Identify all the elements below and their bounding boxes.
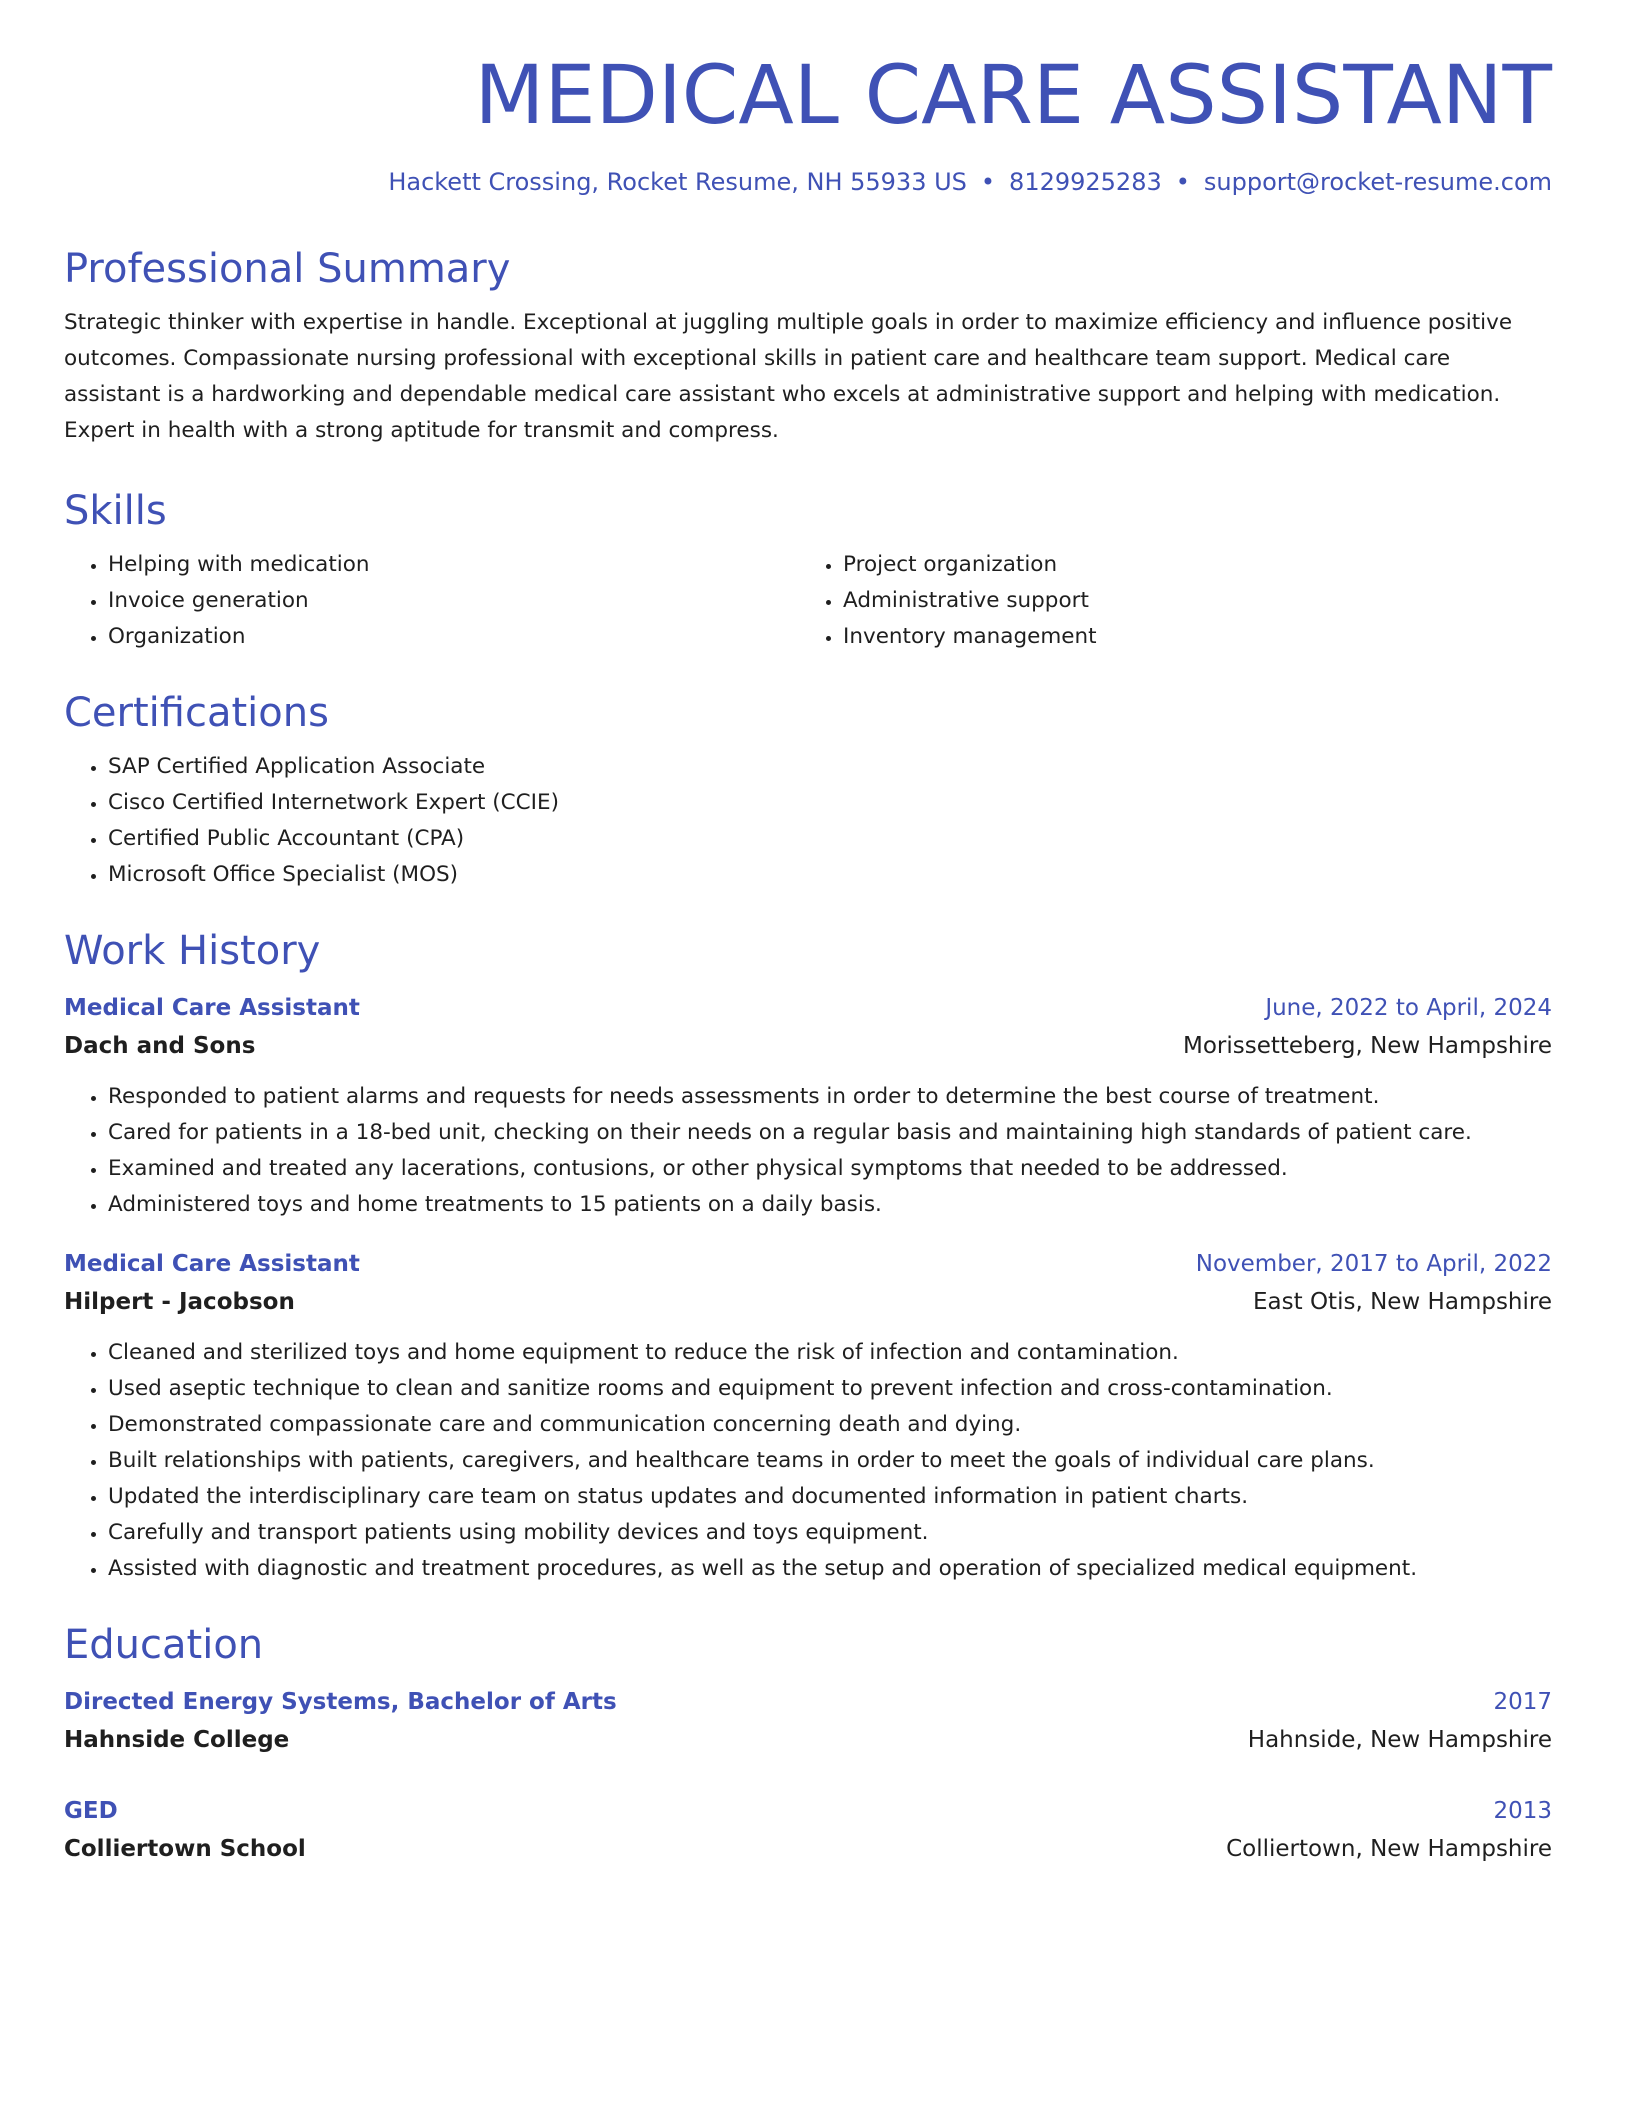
education-header-row [64, 1683, 1552, 1721]
education-location: Colliertown, New Hampshire [1226, 1836, 1552, 1862]
skills-heading: Skills [64, 488, 167, 534]
skills-column-right [799, 547, 1534, 655]
education-entry [64, 1683, 1552, 1759]
certifications-section [64, 689, 1552, 893]
certification-item: • Microsoft Office Specialist (MOS) [108, 857, 1552, 893]
job-bullet: • Used aseptic technique to clean and sanitize rooms and equipment to prevent infection and cross-contamination. [108, 1371, 1552, 1407]
job-bullet: • Built relationships with patients, caregivers, and healthcare teams in order to meet the goals of individual care plans. [108, 1443, 1552, 1479]
contact-phone: 8129925283 [1009, 168, 1162, 196]
summary-text: Strategic thinker with expertise in handle. Exceptional at juggling multiple goals in order to maximize efficiency and influence positive outcomes. Compassionate nursing professional with exceptional skills in patient care and healthcare team support. Medical care assistant is a hardworking and dependable medical care assistant who excels at administrative support and helping with medication. Expert in health with a strong aptitude for transmit and compress. [64, 310, 1513, 443]
education-school: Colliertown School [64, 1836, 306, 1862]
education-year: 2013 [1493, 1798, 1552, 1824]
job-bullet: • Updated the interdisciplinary care team on status updates and documented information in patient charts. [108, 1479, 1552, 1515]
certifications-list [64, 749, 1552, 893]
skill-item: • Project organization [843, 547, 1534, 583]
job-bullet: • Examined and treated any lacerations, contusions, or other physical symptoms that needed to be addressed. [108, 1151, 1552, 1187]
certification-item: • SAP Certified Application Associate [108, 749, 1552, 785]
job-dates: June, 2022 to April, 2024 [1265, 995, 1552, 1021]
job-dates: November, 2017 to April, 2022 [1195, 1251, 1552, 1277]
skills-grid [64, 547, 1552, 655]
job-header-row [64, 1245, 1552, 1283]
job-bullets [64, 1079, 1552, 1223]
skill-item: • Inventory management [843, 619, 1534, 655]
education-degree: GED [64, 1798, 118, 1824]
resume-page [64, 0, 1552, 1868]
certifications-heading: Certifications [64, 690, 329, 736]
certification-item: • Certified Public Accountant (CPA) [108, 821, 1552, 857]
job-location: East Otis, New Hampshire [1253, 1289, 1552, 1315]
job-bullet: • Administered toys and home treatments to 15 patients on a daily basis. [108, 1187, 1552, 1223]
job-company-row [64, 1283, 1552, 1321]
job-header-row [64, 989, 1552, 1027]
education-school-row [64, 1830, 1552, 1868]
contact-line [64, 167, 1552, 197]
skill-item: • Organization [108, 619, 799, 655]
skill-item: • Helping with medication [108, 547, 799, 583]
job-bullet: • Demonstrated compassionate care and communication concerning death and dying. [108, 1407, 1552, 1443]
education-school-row [64, 1721, 1552, 1759]
job-bullet: • Cared for patients in a 18-bed unit, checking on their needs on a regular basis and maintaining high standards of patient care. [108, 1115, 1552, 1151]
contact-email[interactable]: support@rocket-resume.com [1203, 168, 1552, 196]
skill-item: • Invoice generation [108, 583, 799, 619]
summary-section [64, 245, 1552, 449]
education-year: 2017 [1493, 1689, 1552, 1715]
education-heading: Education [64, 1622, 264, 1668]
skills-section [64, 487, 1552, 655]
education-location: Hahnside, New Hampshire [1247, 1727, 1552, 1753]
job-bullet: • Assisted with diagnostic and treatment procedures, as well as the setup and operation of specialized medical equipment. [108, 1551, 1552, 1587]
education-school: Hahnside College [64, 1727, 290, 1753]
skill-item: • Administrative support [843, 583, 1534, 619]
contact-separator: • [980, 168, 996, 196]
contact-address: Hackett Crossing, Rocket Resume, NH 55933 US [388, 168, 967, 196]
job-entry [64, 1245, 1552, 1587]
job-company: Hilpert - Jacobson [64, 1289, 295, 1315]
skills-list-right [799, 547, 1534, 655]
job-bullet: • Cleaned and sterilized toys and home equipment to reduce the risk of infection and contamination. [108, 1335, 1552, 1371]
summary-heading: Professional Summary [64, 246, 511, 292]
certification-item: • Cisco Certified Internetwork Expert (CCIE) [108, 785, 1552, 821]
job-company: Dach and Sons [64, 1033, 256, 1059]
job-company-row [64, 1027, 1552, 1065]
job-bullet: • Responded to patient alarms and requests for needs assessments in order to determine the best course of treatment. [108, 1079, 1552, 1115]
work-history-section [64, 927, 1552, 1587]
job-bullet: • Carefully and transport patients using mobility devices and toys equipment. [108, 1515, 1552, 1551]
job-title: Medical Care Assistant [64, 1251, 360, 1277]
job-bullets [64, 1335, 1552, 1587]
job-entry [64, 989, 1552, 1223]
education-header-row [64, 1792, 1552, 1830]
education-section [64, 1621, 1552, 1868]
work-history-heading: Work History [64, 928, 321, 974]
job-title: Medical Care Assistant [64, 995, 360, 1021]
skills-list-left [64, 547, 799, 655]
job-location: Morissetteberg, New Hampshire [1182, 1033, 1552, 1059]
education-entry [64, 1792, 1552, 1868]
contact-separator: • [1175, 168, 1190, 196]
education-degree: Directed Energy Systems, Bachelor of Arts [64, 1689, 617, 1715]
resume-name: MEDICAL CARE ASSISTANT [474, 49, 1552, 143]
skills-column-left [64, 547, 799, 655]
